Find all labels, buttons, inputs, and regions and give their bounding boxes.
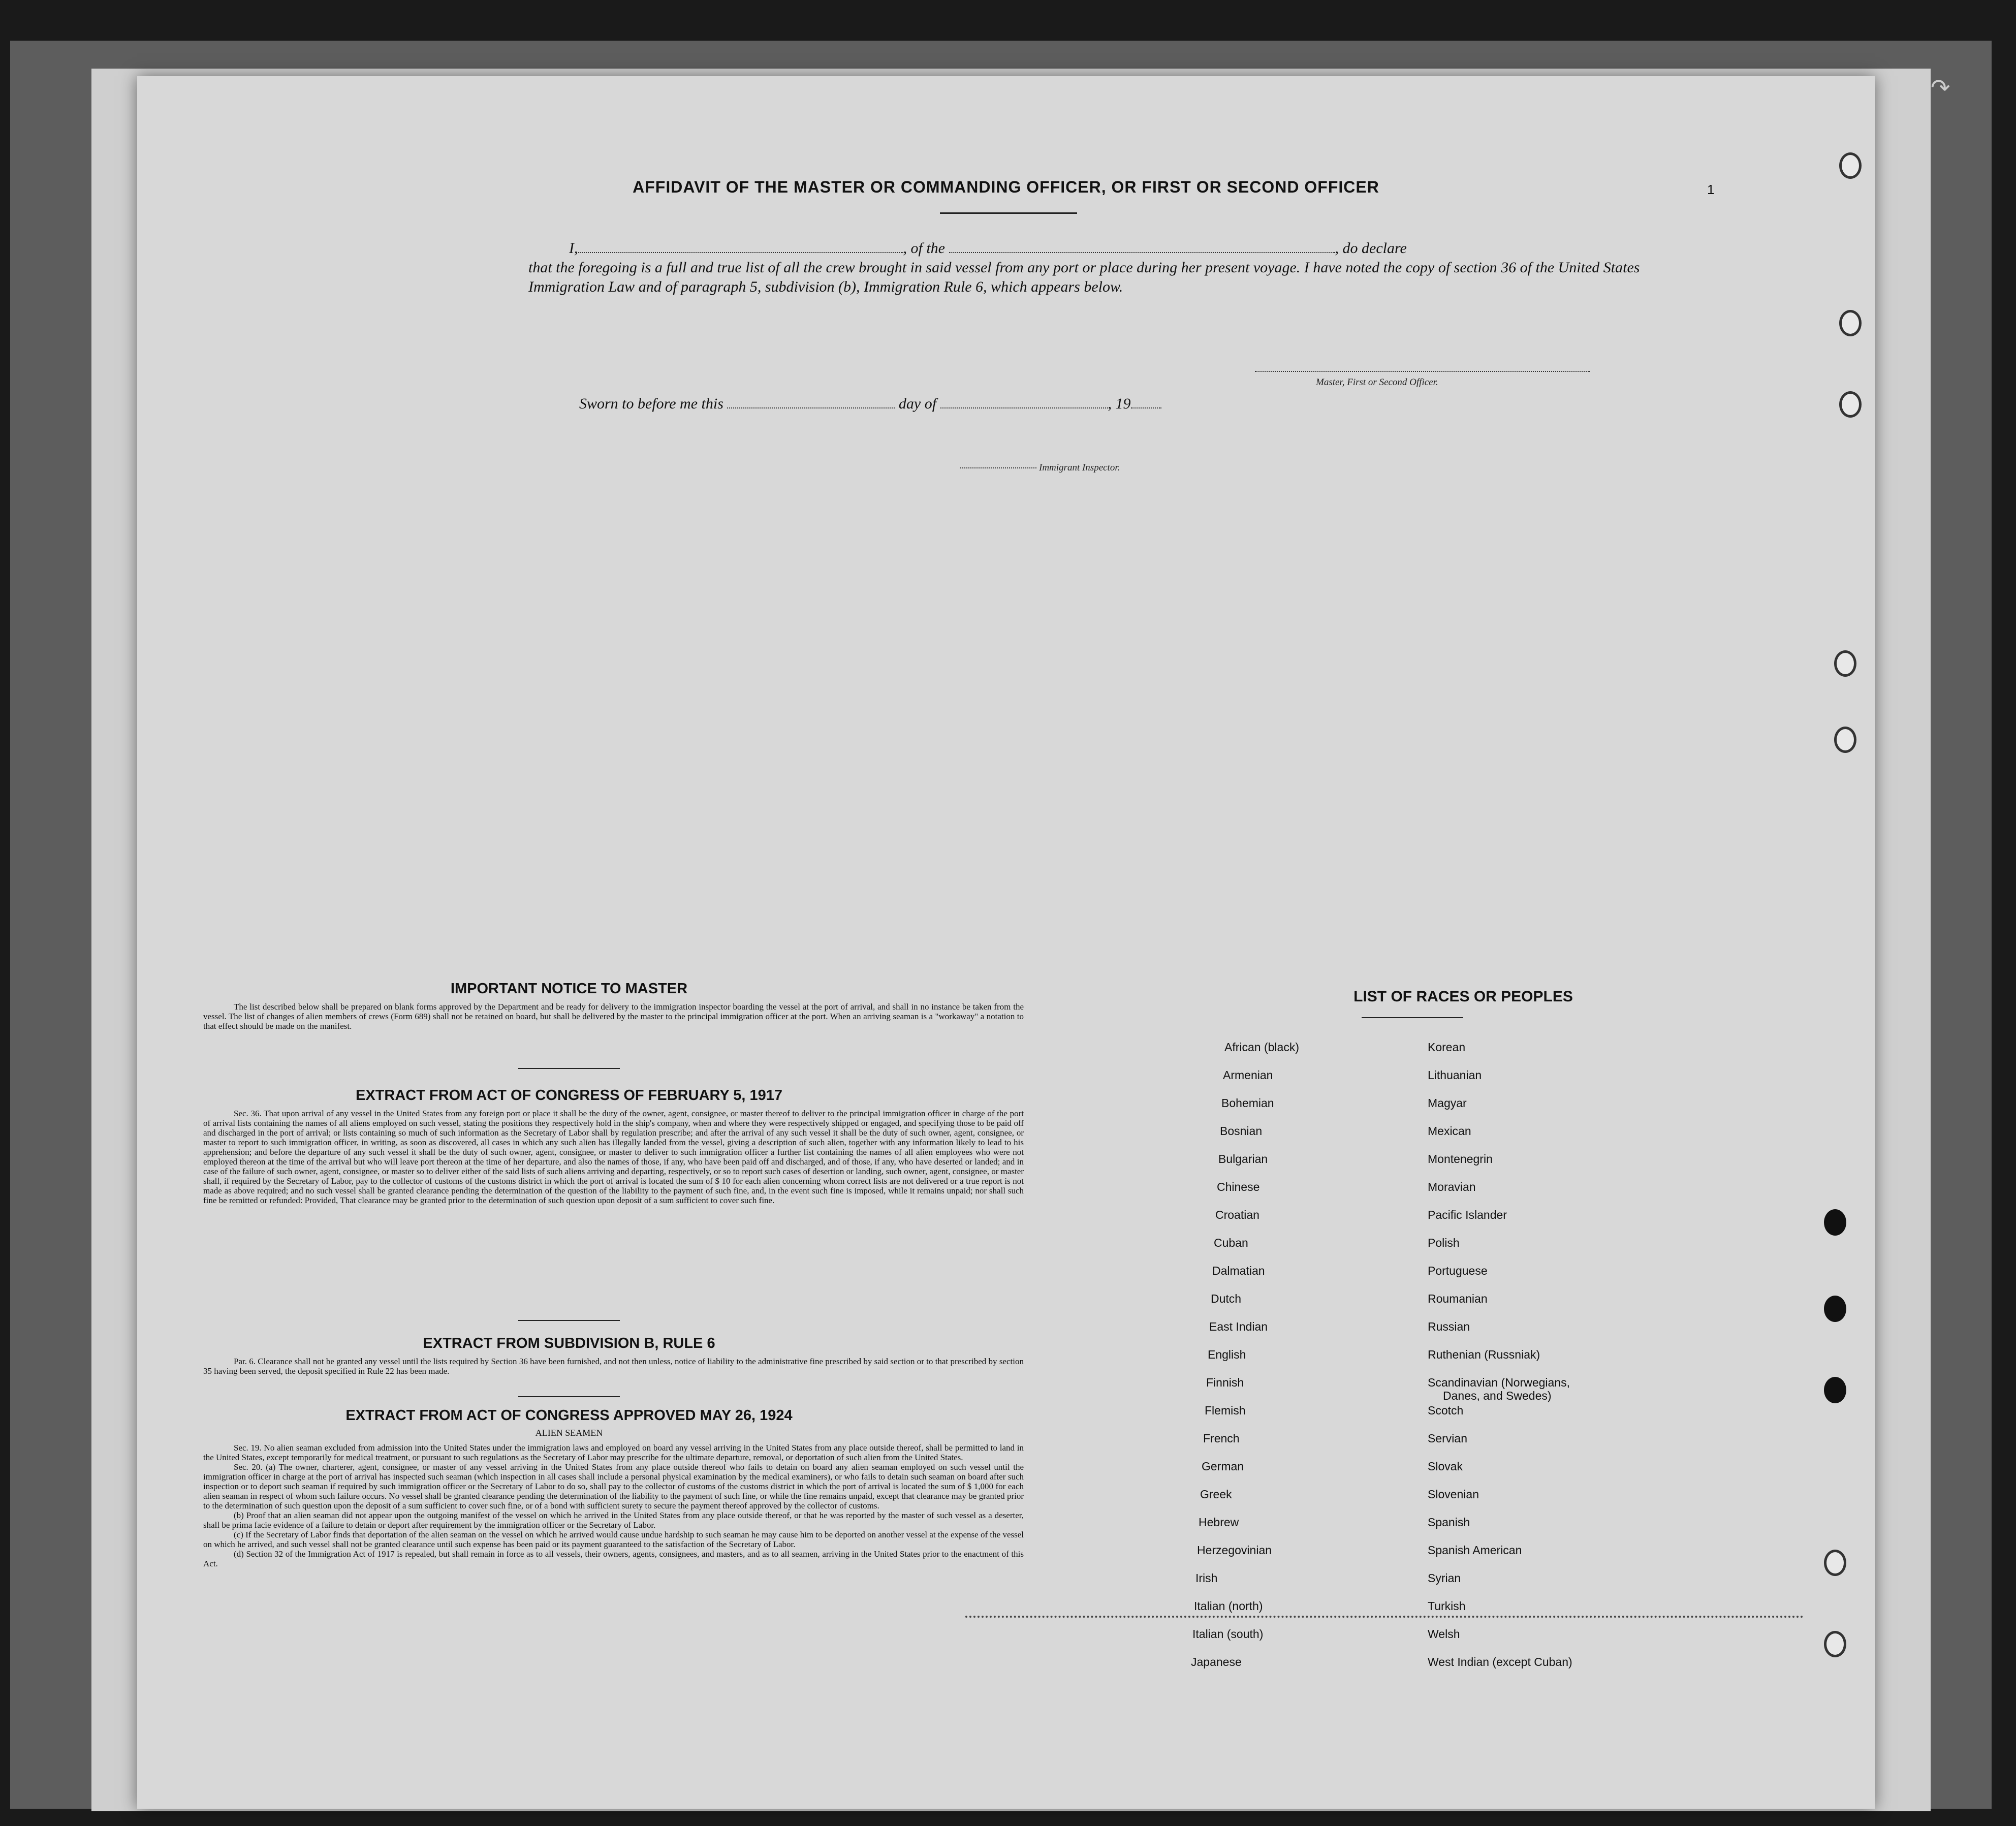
- extract-1917-paragraph: Sec. 36. That upon arrival of any vessel in the United States from any foreign port or place it shall be the duty of the owner, agent, consignee, or master thereof to deliver to the principal immigration officer in charge of the port of arrival lists containing the names of all aliens employed on such vessel, stating the positions they respectively hold in the ship's company, when and where they were respectively shipped or engaged, and specifying those to be paid off and discharged in the port of arrival; or lists containing so much of such information as the Secretary of Labor shall by regulation prescribe; and after the arrival of any such vessel it shall be the duty of such owner, agent, consignee, or master to report to such immigration officer, in writing, as soon as discovered, all cases in which any such alien has illegally landed from the vessel, giving a description of such alien, together with any information likely to lead to his apprehension; and before the departure of any such vessel it shall be the duty of such owner, agent, consignee, or master to deliver to such immigration officer a further list containing the names of all alien employees who were not employed thereon at the time of the arrival but who will leave port thereon at the time of her departure, and also the names of those, if any, who have been paid off and discharged, and of those, if any, who have deserted or landed; and in case of the failure of such owner, agent, consignee, or master so to deliver either of the said lists of such aliens arriving and departing, respectively, or so to report such cases of desertion or landing, such owner, agent, consignee, or master shall, if required by the Secretary of Labor, pay to the collector of customs of the customs district in which the port of arrival is located the sum of $ 10 for each alien concerning whom correct lists are not delivered or a true report is not made as above required; and no such vessel shall be granted clearance pending the determination of the question of the liability to the payment of such fine, and, in the event such fine is imposed, while it remains unpaid; nor shall such fine be remitted or refunded: Provided, That clearance may be granted prior to the determination of such question upon deposit of a sum sufficient to cover such fine.: [203, 1109, 1024, 1205]
- binder-hole: [1824, 1550, 1846, 1576]
- rule6-title: EXTRACT FROM SUBDIVISION B, RULE 6: [423, 1335, 715, 1351]
- vessel-blank: [949, 240, 1335, 253]
- binder-hole-punched: [1824, 1209, 1846, 1236]
- sworn-year: , 19: [1108, 395, 1131, 412]
- notice-text: [203, 1002, 1024, 1031]
- master-signature-line: [1255, 371, 1590, 372]
- master-caption: Master, First or Second Officer.: [1316, 377, 1438, 388]
- alien-seamen-subtitle: ALIEN SEAMEN: [535, 1428, 603, 1438]
- extract-1917-title: EXTRACT FROM ACT OF CONGRESS OF FEBRUARY 5, 1917: [355, 1087, 783, 1104]
- binder-hole: [1834, 650, 1856, 677]
- notice-title: IMPORTANT NOTICE TO MASTER: [450, 981, 688, 997]
- declaration-block: [528, 239, 1641, 297]
- race-item: Spanish: [1428, 1516, 1470, 1529]
- binder-hole-punched: [1824, 1296, 1846, 1322]
- extract-1924-title: EXTRACT FROM ACT OF CONGRESS APPROVED MAY 26, 1924: [345, 1407, 793, 1424]
- divider: [518, 1068, 620, 1069]
- dotted-row-line: [965, 1616, 1804, 1618]
- binder-hole: [1824, 1631, 1846, 1657]
- extract-1924-text: [203, 1443, 1024, 1568]
- sworn-day: day of: [898, 395, 937, 412]
- race-item: Syrian: [1428, 1571, 1461, 1585]
- race-item: Welsh: [1428, 1627, 1460, 1641]
- declaration-line-1: [528, 239, 1641, 258]
- sec-20c-paragraph: (c) If the Secretary of Labor finds that deportation of the alien seaman on the vessel on which he arrived would cause undue hardship to such seaman he may cause him to be deported on another vessel at the expense of the vessel on which he arrived, and such vessel shall not be granted clearance until such expense has been paid or its payment guaranteed to the satisfaction of the Secretary of Labor.: [203, 1530, 1024, 1549]
- race-item: Hebrew: [1199, 1516, 1239, 1529]
- race-item: Servian: [1428, 1432, 1467, 1445]
- race-item: French: [1203, 1432, 1240, 1445]
- race-item: Irish: [1195, 1571, 1218, 1585]
- race-item: Herzegovinian: [1197, 1544, 1272, 1557]
- race-item: Croatian: [1215, 1208, 1259, 1221]
- divider: [518, 1320, 620, 1321]
- race-item: English: [1208, 1348, 1246, 1361]
- sec-19-paragraph: Sec. 19. No alien seaman excluded from admission into the United States under the immigration laws and employed on board any vessel arriving in the United States from any place outside thereof, shall be permitted to land in the United States, except temporarily for medical treatment, or pursuant to such regulations as the Secretary of Labor may prescribe for the ultimate departure, removal, or deportation of such alien from the United States.: [203, 1443, 1024, 1462]
- month-blank: [940, 395, 1108, 408]
- notice-paragraph: The list described below shall be prepared on blank forms approved by the Department and be ready for delivery to the immigration inspector boarding the vessel at the port of arrival, and shall in no instance be taken from the vessel. The list of changes of alien members of crews (Form 689) shall not be retained on board, but shall be delivered by the master to the principal immigration officer at the port. When an arriving seaman is a "workaway" a notation to that effect should be made on the manifest.: [203, 1002, 1024, 1031]
- sec-20b-paragraph: (b) Proof that an alien seaman did not appear upon the outgoing manifest of the vessel on which he arrived in the United States from any place outside thereof, or that he was reported by the master of such vessel as a deserter, shall be prima facie evidence of a failure to detain or deport after requirement by the immigration officer or the Secretary of Labor.: [203, 1510, 1024, 1530]
- race-item: Greek: [1200, 1488, 1232, 1501]
- race-item: Flemish: [1205, 1404, 1246, 1417]
- race-item: Polish: [1428, 1236, 1460, 1249]
- race-item: Chinese: [1217, 1180, 1260, 1193]
- decl-do-declare: , do declare: [1335, 240, 1407, 257]
- sec-20a-paragraph: Sec. 20. (a) The owner, charterer, agent, consignee, or master of any vessel arriving in the United States from any place outside thereof who fails to detain on board any alien seaman employed on such vessel until the immigration officer in charge at the port of arrival has inspected such seaman (which inspection in all cases shall include a personal physical examination by the medical examiners), or who fails to detain such seaman on board after such inspection or to deport such seaman if required by such immigration officer or the Secretary of Labor to do so, shall pay to the collector of customs of the customs district in which the port of arrival is located the sum of $ 1,000 for each alien seaman in respect of whom such failure occurs. No vessel shall be granted clearance pending the determination of the liability to the payment of such fine, or while the fine remains unpaid, except that clearance may be granted prior to the determination of such question upon the deposit of a sum sufficient to cover such fine, or of a bond with sufficient surety to secure the payment thereof approved by the collector of customs.: [203, 1462, 1024, 1510]
- inspector-caption: Immigrant Inspector.: [1039, 462, 1120, 473]
- race-item: Russian: [1428, 1320, 1470, 1333]
- race-item: Slovak: [1428, 1460, 1463, 1473]
- race-item: Roumanian: [1428, 1292, 1488, 1305]
- race-item: Cuban: [1214, 1236, 1248, 1249]
- races-title: LIST OF RACES OR PEOPLES: [1353, 988, 1573, 1005]
- binder-hole: [1839, 310, 1862, 336]
- race-item: Japanese: [1191, 1655, 1242, 1668]
- race-item: Scotch: [1428, 1404, 1464, 1417]
- binder-hole: [1839, 152, 1862, 179]
- sworn-prefix: Sworn to before me this: [579, 395, 723, 412]
- race-item: Finnish: [1206, 1376, 1244, 1389]
- race-item: Moravian: [1428, 1180, 1476, 1193]
- name-blank: [578, 240, 903, 253]
- decl-i: I,: [569, 240, 578, 257]
- race-item: Magyar: [1428, 1096, 1467, 1110]
- affidavit-page: [137, 76, 1875, 1809]
- inspector-signature-line: [960, 467, 1036, 468]
- race-item: Ruthenian (Russniak): [1428, 1348, 1540, 1361]
- race-item: Dalmatian: [1212, 1264, 1265, 1277]
- race-item: Scandinavian (Norwegians,: [1428, 1376, 1570, 1389]
- race-item: Pacific Islander: [1428, 1208, 1507, 1221]
- race-item: Mexican: [1428, 1124, 1471, 1138]
- divider: [518, 1396, 620, 1397]
- race-item: Dutch: [1211, 1292, 1242, 1305]
- title-rule: [940, 212, 1077, 214]
- page-number: 1: [1707, 182, 1715, 197]
- races-rule: [1362, 1017, 1463, 1018]
- race-item: Slovenian: [1428, 1488, 1479, 1501]
- race-item: West Indian (except Cuban): [1428, 1655, 1572, 1668]
- race-item: Italian (south): [1192, 1627, 1264, 1641]
- race-item: Bosnian: [1220, 1124, 1263, 1138]
- race-item: Danes, and Swedes): [1443, 1389, 1552, 1402]
- day-blank: [727, 395, 895, 408]
- binder-hole-punched: [1824, 1377, 1846, 1403]
- race-item: Turkish: [1428, 1599, 1466, 1613]
- affidavit-title: AFFIDAVIT OF THE MASTER OR COMMANDING OFFICER, OR FIRST OR SECOND OFFICER: [633, 178, 1379, 196]
- race-item: Bohemian: [1221, 1096, 1274, 1110]
- sworn-line: [579, 395, 1161, 413]
- race-item: Italian (north): [1194, 1599, 1263, 1613]
- sec-20d-paragraph: (d) Section 32 of the Immigration Act of 1917 is repealed, but shall remain in force as to all vessels, their owners, agents, consignees, and masters, and as to all seamen, arriving in the United States prior to the enactment of this Act.: [203, 1549, 1024, 1568]
- race-item: Lithuanian: [1428, 1068, 1482, 1082]
- binder-hole: [1839, 391, 1862, 418]
- race-item: Spanish American: [1428, 1544, 1522, 1557]
- race-item: German: [1202, 1460, 1244, 1473]
- declaration-body: that the foregoing is a full and true list of all the crew brought in said vessel from any port or place during her present voyage. I have noted the copy of section 36 of the United States Immigration Law and of paragraph 5, subdivision (b), Immigration Rule 6, which appears below.: [528, 259, 1640, 295]
- race-item: Montenegrin: [1428, 1152, 1493, 1166]
- race-item: Portuguese: [1428, 1264, 1488, 1277]
- year-blank: [1131, 395, 1161, 408]
- race-item: Bulgarian: [1218, 1152, 1268, 1166]
- corner-handwritten-mark: ↷: [1931, 75, 1950, 101]
- decl-of-the: , of the: [903, 240, 945, 257]
- rule6-text: [203, 1357, 1024, 1376]
- binder-hole: [1834, 727, 1856, 753]
- rule6-paragraph: Par. 6. Clearance shall not be granted any vessel until the lists required by Section 36 have been furnished, and not then unless, notice of liability to the administrative fine prescribed by said section or to that prescribed by section 35 having been served, the deposit specified in Rule 22 has been made.: [203, 1357, 1024, 1376]
- extract-1917-text: [203, 1109, 1024, 1205]
- race-item: East Indian: [1209, 1320, 1268, 1333]
- race-item: Armenian: [1223, 1068, 1273, 1082]
- race-item: African (black): [1224, 1041, 1299, 1054]
- race-item: Korean: [1428, 1041, 1466, 1054]
